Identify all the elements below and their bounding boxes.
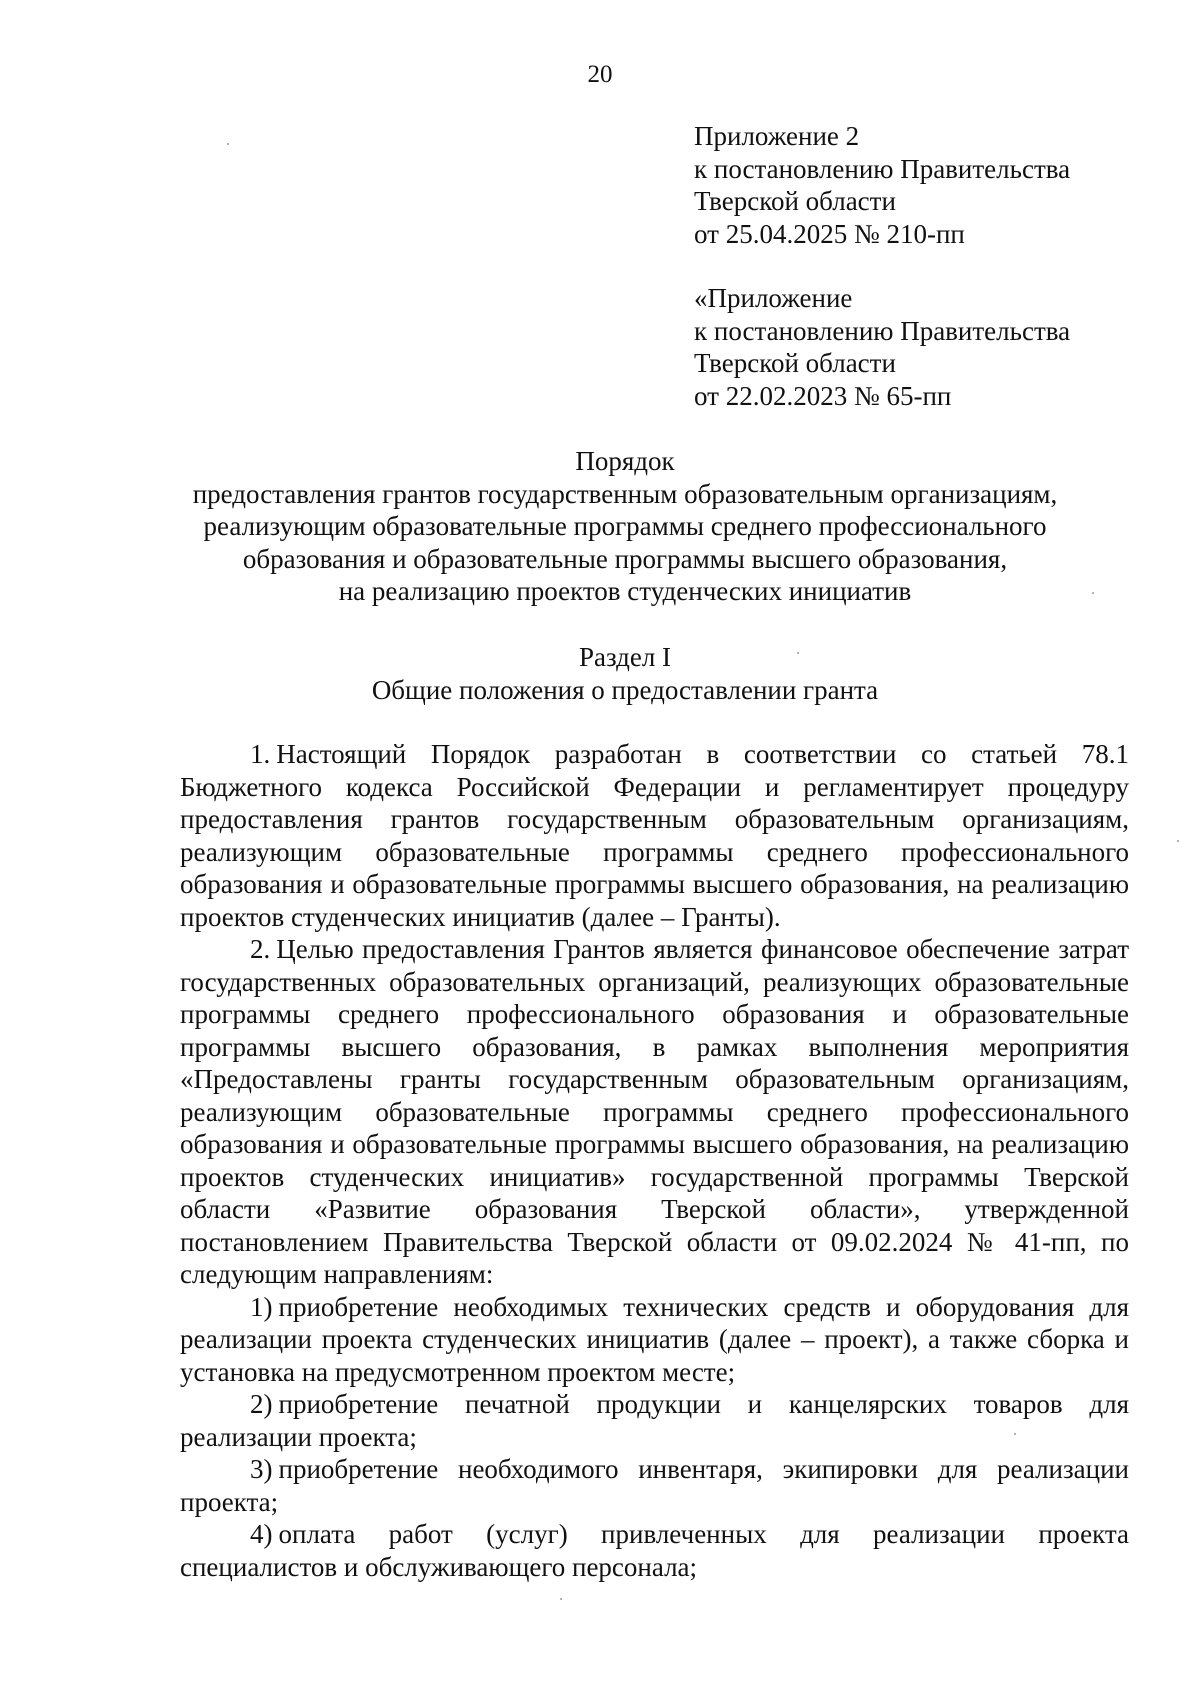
title-line: реализующим образовательные программы среднего профессионального (203, 511, 1047, 541)
appendix-current-line: Тверской области (694, 186, 896, 216)
appendix-original-block (694, 282, 1174, 412)
list-item-text: приобретение необходимых технических средств и оборудования для реализации проекта студенческих инициатив (далее – проект), а также сборка и установка на предусмотренном проектом месте; (180, 1291, 1129, 1387)
paragraph (180, 933, 1129, 1291)
appendix-original-line: Тверской области (694, 348, 896, 378)
title-line: на реализацию проектов студенческих инициатив (338, 576, 912, 606)
appendix-original-line: «Приложение (694, 283, 853, 313)
paragraph-number: 2. (250, 934, 271, 964)
list-item-number: 2) (250, 1389, 273, 1419)
paragraph-text: Настоящий Порядок разработан в соответствии со статьей 78.1 Бюджетного кодекса Российской Федерации и регламентирует процедуру предоставления грантов государственным образовательным организациям, реализующим образовательные программы среднего профессионального образования и образовательные программы высшего образования, на реализацию проектов студенческих инициатив (далее – Гранты). (180, 739, 1129, 932)
title-line: предоставления грантов государственным образовательным организациям, (192, 478, 1058, 509)
appendix-current-line: к постановлению Правительства (694, 153, 1071, 184)
paragraph (180, 738, 1129, 933)
appendix-original-line: к постановлению Правительства (694, 315, 1071, 346)
body-text (180, 738, 1129, 1583)
scan-speck (1177, 840, 1179, 842)
paragraph-number: 1. (250, 739, 271, 769)
title-line: образования и образовательные программы высшего образования, (242, 543, 1008, 574)
paragraph-text: Целью предоставления Грантов является финансовое обеспечение затрат государственных образовательных организаций, реализующих образовательные программы среднего профессионального образования и образовательные программы высшего образования, в рамках выполнения мероприятия «Предоставлены гранты государственным образовательным организациям, реализующим образовательные программы среднего профессионального образования и образовательные программы высшего образования, на реализацию проектов студенческих инициатив» государственной программы Тверской области «Развитие образования Тверской области», утвержденной постановлением Правительства Тверской области от 09.02.2024 № 41-пп, по следующим направлениям: (180, 934, 1129, 1289)
appendix-original-line: от 22.02.2023 № 65-пп (694, 380, 952, 411)
appendix-current-block (694, 120, 1174, 250)
title-heading: Порядок (575, 446, 675, 476)
scan-speck (1014, 1433, 1016, 1435)
document-title (150, 445, 1100, 608)
list-item (180, 1453, 1129, 1518)
list-item-text: приобретение печатной продукции и канцелярских товаров для реализации проекта; (180, 1389, 1129, 1452)
list-item (180, 1388, 1129, 1453)
section-number: Раздел I (578, 642, 672, 672)
list-item-text: оплата работ (услуг) привлеченных для реализации проекта специалистов и обслуживающего персонала; (180, 1519, 1129, 1582)
scan-speck (797, 652, 799, 654)
list-item-number: 3) (250, 1454, 273, 1484)
section-heading (150, 641, 1100, 707)
appendix-current-line: от 25.04.2025 № 210-пп (694, 218, 965, 249)
scan-speck (1092, 592, 1094, 594)
list-item-text: приобретение необходимого инвентаря, экипировки для реализации проекта; (180, 1454, 1129, 1517)
scan-speck (560, 1598, 562, 1600)
list-item-number: 4) (250, 1519, 273, 1549)
list-item (180, 1291, 1129, 1389)
section-title: Общие положения о предоставлении гранта (371, 675, 879, 705)
page-number: 20 (587, 61, 613, 88)
list-item (180, 1518, 1129, 1583)
list-item-number: 1) (250, 1291, 273, 1322)
scan-speck (227, 143, 229, 145)
appendix-current-line: Приложение 2 (694, 121, 860, 151)
